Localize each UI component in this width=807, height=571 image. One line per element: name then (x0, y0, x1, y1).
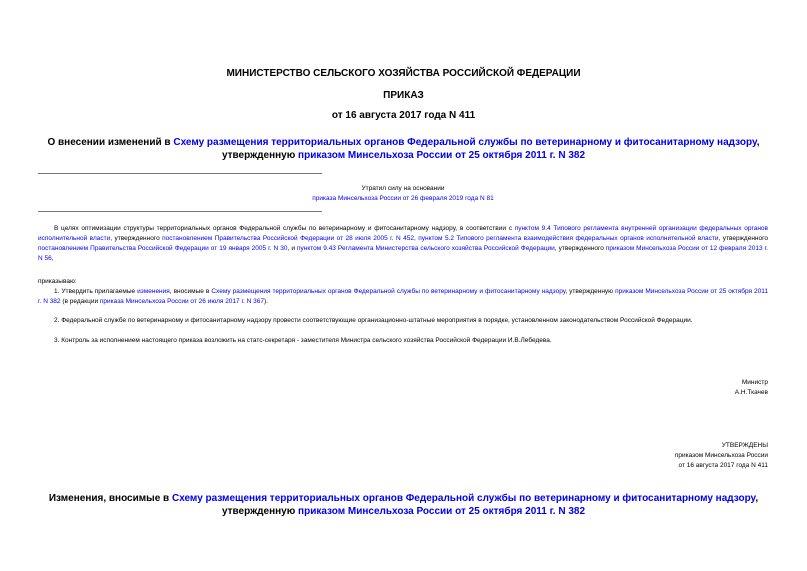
approval-line-3: от 16 августа 2017 года N 411 (678, 462, 768, 469)
title-scheme-link[interactable]: Схему размещения территориальных органов Федеральной службы по ветеринарному и фитосанитарному надзору (173, 137, 757, 148)
preamble-link-3[interactable]: пунктом 5.2 Типового регламента взаимодействия федеральных органов исполнительной власти (418, 235, 719, 242)
item-1-text-5: ). (264, 298, 268, 305)
item-2-paragraph: 2. Федеральной службе по ветеринарному и фитосанитарному надзору провести соответствующие организационно-штатные мероприятия в порядке, установленном законодательством Российской Федерации. (54, 317, 693, 324)
item-1-text-3: , утвержденную (565, 288, 616, 295)
item-1-text-1: 1. Утвердить прилагаемые (54, 288, 138, 295)
item-1-paragraph (38, 287, 768, 307)
title-order-link[interactable]: приказом Минсельхоза России от 25 октября 2011 г. N 382 (298, 150, 586, 161)
repeal-status-label: Утратил силу на основании (361, 185, 445, 192)
approval-block (470, 441, 768, 471)
title-prefix: О внесении изменений в (47, 137, 174, 148)
doc-date-number: от 16 августа 2017 года N 411 (331, 110, 476, 121)
divider-bottom (38, 211, 322, 212)
order-word: приказываю: (38, 278, 77, 285)
signature-block (470, 378, 768, 398)
preamble-link-1[interactable]: пунктом 9.4 Типового регламента внутренней организации федеральных органов исполнительной власти (38, 225, 769, 242)
preamble-link-4[interactable]: постановлением Правительства Российской Федерации от 19 января 2005 г. N 30 (38, 245, 288, 252)
preamble-link-5[interactable]: пунктом 9.43 Регламента Министерства сельского хозяйства Российской Федерации (296, 245, 555, 252)
signature-position: Министр (741, 379, 768, 386)
ministry-heading: МИНИСТЕРСТВО СЕЛЬСКОГО ХОЗЯЙСТВА РОССИЙСКОЙ ФЕДЕРАЦИИ (226, 68, 581, 79)
preamble-text-5: , и (287, 245, 297, 252)
title-middle: , утвержденную (221, 137, 760, 161)
item-1-scheme-link[interactable]: Схему размещения территориальных органов Федеральной службы по ветеринарному и фитосанитарному надзору (211, 288, 566, 295)
preamble-text-7: , (51, 255, 54, 262)
repeal-status (38, 184, 768, 204)
changes-title-order-link[interactable]: приказом Минсельхоза России от 25 октября 2011 г. N 382 (298, 506, 586, 517)
item-1-changes-link[interactable]: изменения (137, 288, 170, 295)
item-1-text-4: (в редакции (60, 298, 100, 305)
approval-line-2: приказом Минсельхоза России (674, 452, 768, 459)
preamble-text-6: , утвержденного (554, 245, 606, 252)
preamble-text-2: , утвержденного (110, 235, 163, 242)
repeal-order-link[interactable]: приказа Минсельхоза России от 26 февраля 2019 года N 81 (312, 195, 494, 202)
changes-title-scheme-link[interactable]: Схему размещения территориальных органов Федеральной службы по ветеринарному и фитосанитарному надзору (171, 493, 756, 504)
preamble-paragraph (38, 224, 768, 264)
item-1-order-382-link[interactable]: приказом Минсельхоза России от 25 октября 2011 г. N 382 (38, 288, 768, 305)
document-title (40, 136, 767, 162)
item-1-order-367-link[interactable]: приказа Минсельхоза России от 26 июля 2017 г. N 367 (99, 298, 264, 305)
signature-name: А.Н.Ткачев (734, 389, 768, 396)
preamble-link-2[interactable]: постановлением Правительства Российской Федерации от 28 июля 2005 г. N 452 (162, 235, 414, 242)
preamble-text-1: В целях оптимизации структуры территориальных органов Федеральной службы по ветеринарному и фитосанитарному надзору, в соответствии с (54, 225, 515, 232)
changes-title-middle: , утвержденную (221, 493, 759, 517)
changes-title-prefix: Изменения, вносимые в (48, 493, 172, 504)
preamble-text-4: , утвержденного (718, 235, 768, 242)
preamble-link-6[interactable]: приказом Минсельхоза России от 12 февраля 2013 г. N 56 (38, 245, 768, 262)
divider-top (38, 173, 322, 174)
item-3-paragraph: 3. Контроль за исполнением настоящего приказа возложить на статс-секретаря - заместителя Министра сельского хозяйства Российской Федерации И.В.Лебедева. (54, 337, 552, 344)
preamble-text-3: , (413, 235, 419, 242)
changes-title (40, 492, 767, 518)
approval-line-1: УТВЕРЖДЕНЫ (721, 442, 768, 449)
doc-type-heading: ПРИКАЗ (383, 90, 424, 101)
item-1-text-2: , вносимые в (169, 288, 212, 295)
